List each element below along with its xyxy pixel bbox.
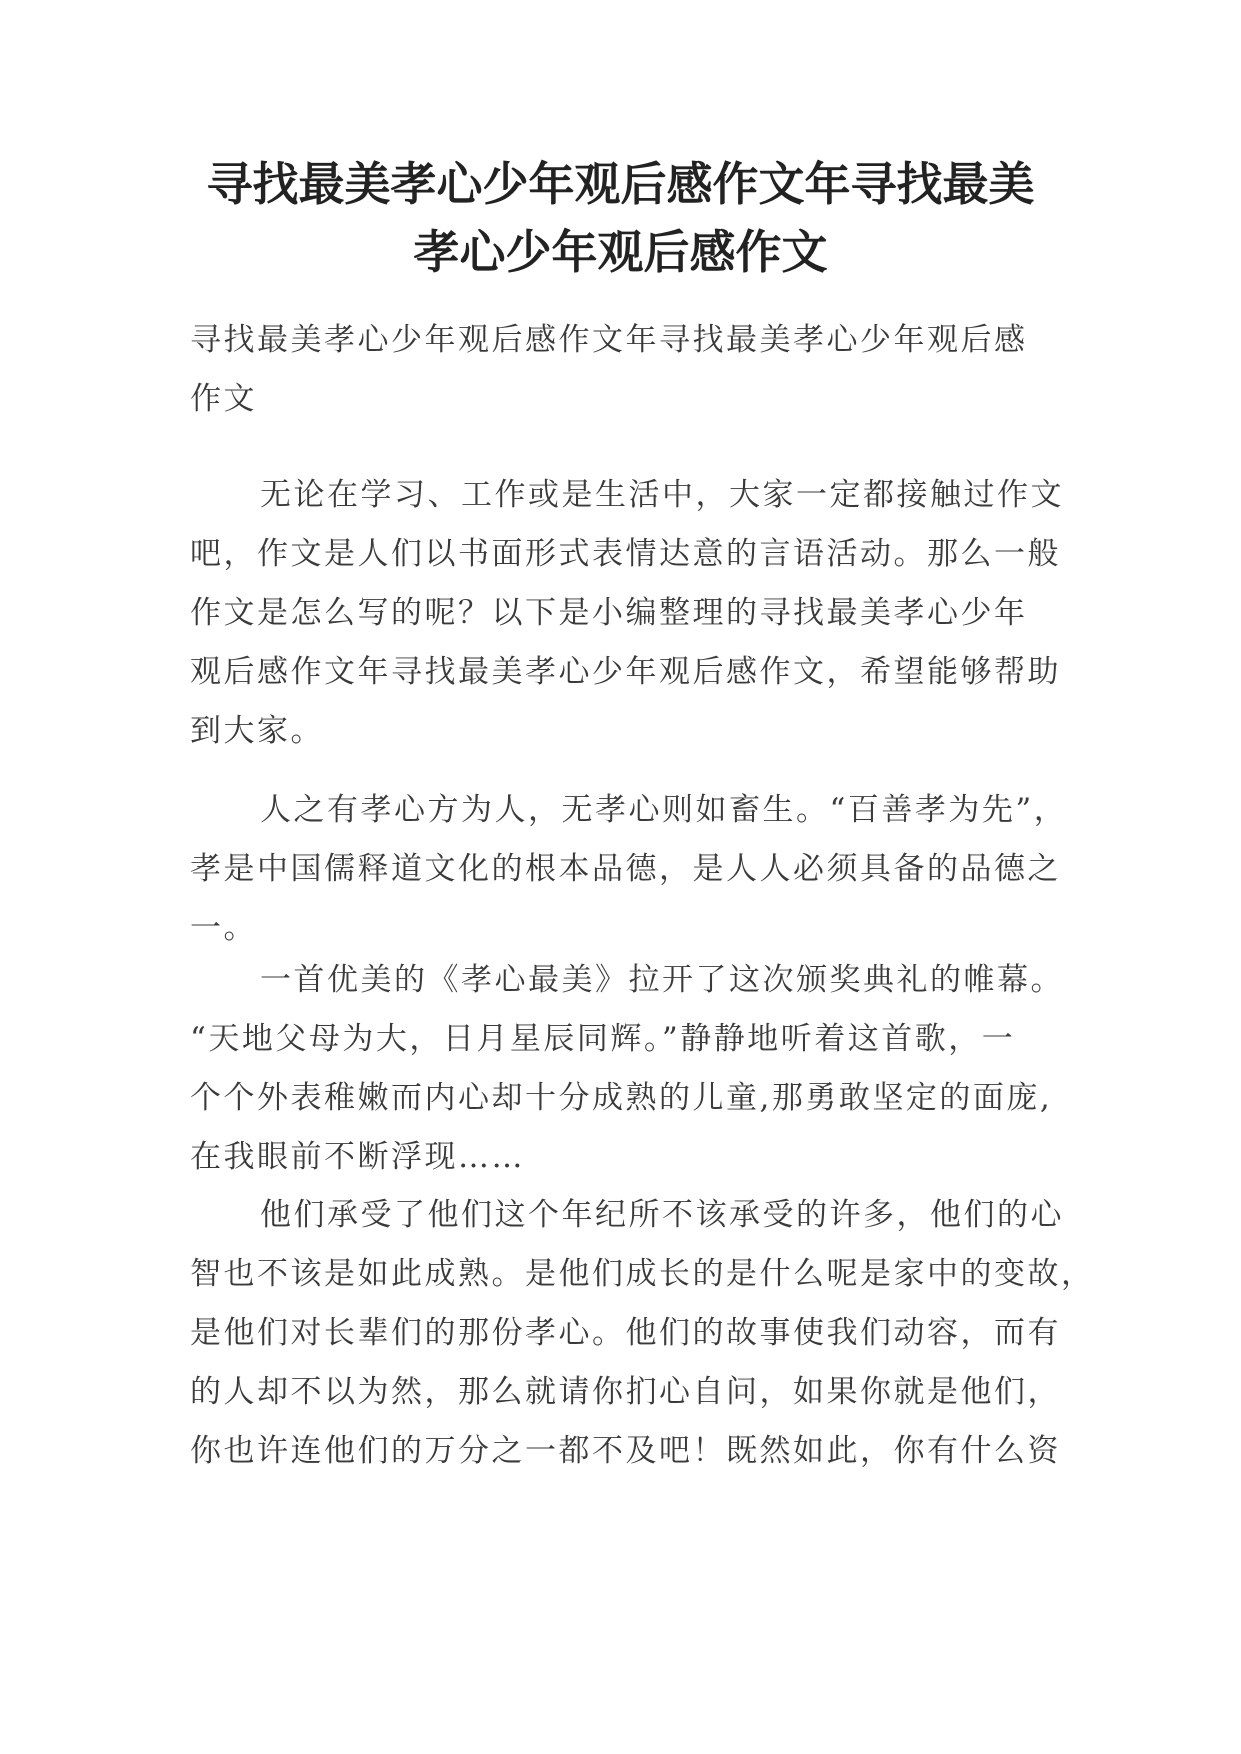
text-line: 他们承受了他们这个年纪所不该承受的许多，他们的心 bbox=[260, 1197, 1064, 1233]
text-line: 智也不该是如此成熟。是他们成长的是什么呢是家中的变故， bbox=[190, 1256, 1095, 1292]
body-paragraph-1 bbox=[190, 781, 1068, 958]
text-line: 到大家。 bbox=[190, 713, 324, 749]
text-line: 观后感作文年寻找最美孝心少年观后感作文，希望能够帮助 bbox=[190, 654, 1061, 690]
text-line: 的人却不以为然，那么就请你扪心自问，如果你就是他们， bbox=[190, 1374, 1061, 1410]
document-title bbox=[150, 150, 1091, 286]
text-line: 寻找最美孝心少年观后感作文年寻找最美孝心少年观后感 bbox=[190, 322, 1028, 358]
text-line: 吧，作文是人们以书面形式表情达意的言语活动。那么一般 bbox=[190, 536, 1061, 572]
title-line-2: 孝心少年观后感作文 bbox=[413, 225, 828, 279]
text-line: 人之有孝心方为人，无孝心则如畜生。“百善孝为先”， bbox=[260, 792, 1068, 828]
title-line-1: 寻找最美孝心少年观后感作文年寻找最美 bbox=[206, 157, 1035, 211]
text-line: 一。 bbox=[190, 910, 257, 946]
text-line: 作文 bbox=[190, 381, 257, 417]
text-line: 孝是中国儒释道文化的根本品德，是人人必须具备的品德之 bbox=[190, 851, 1061, 887]
text-line: 作文是怎么写的呢？以下是小编整理的寻找最美孝心少年 bbox=[190, 595, 1028, 631]
text-line: 你也许连他们的万分之一都不及吧！既然如此，你有什么资 bbox=[190, 1433, 1061, 1469]
text-line: 无论在学习、工作或是生活中，大家一定都接触过作文 bbox=[260, 477, 1064, 513]
body-paragraph-3 bbox=[190, 1186, 1095, 1481]
text-line: 是他们对长辈们的那份孝心。他们的故事使我们动容，而有 bbox=[190, 1315, 1061, 1351]
text-line: 一首优美的《孝心最美》拉开了这次颁奖典礼的帷幕。 bbox=[260, 962, 1064, 998]
text-line: 在我眼前不断浮现…… bbox=[190, 1139, 525, 1175]
body-paragraph-2 bbox=[190, 951, 1064, 1187]
intro-paragraph bbox=[190, 466, 1064, 761]
text-line: “天地父母为大，日月星辰同辉。”静静地听着这首歌，一 bbox=[190, 1021, 1016, 1057]
subtitle-paragraph bbox=[190, 311, 1056, 429]
text-line: 个个外表稚嫩而内心却十分成熟的儿童,那勇敢坚定的面庞, bbox=[190, 1080, 1053, 1116]
